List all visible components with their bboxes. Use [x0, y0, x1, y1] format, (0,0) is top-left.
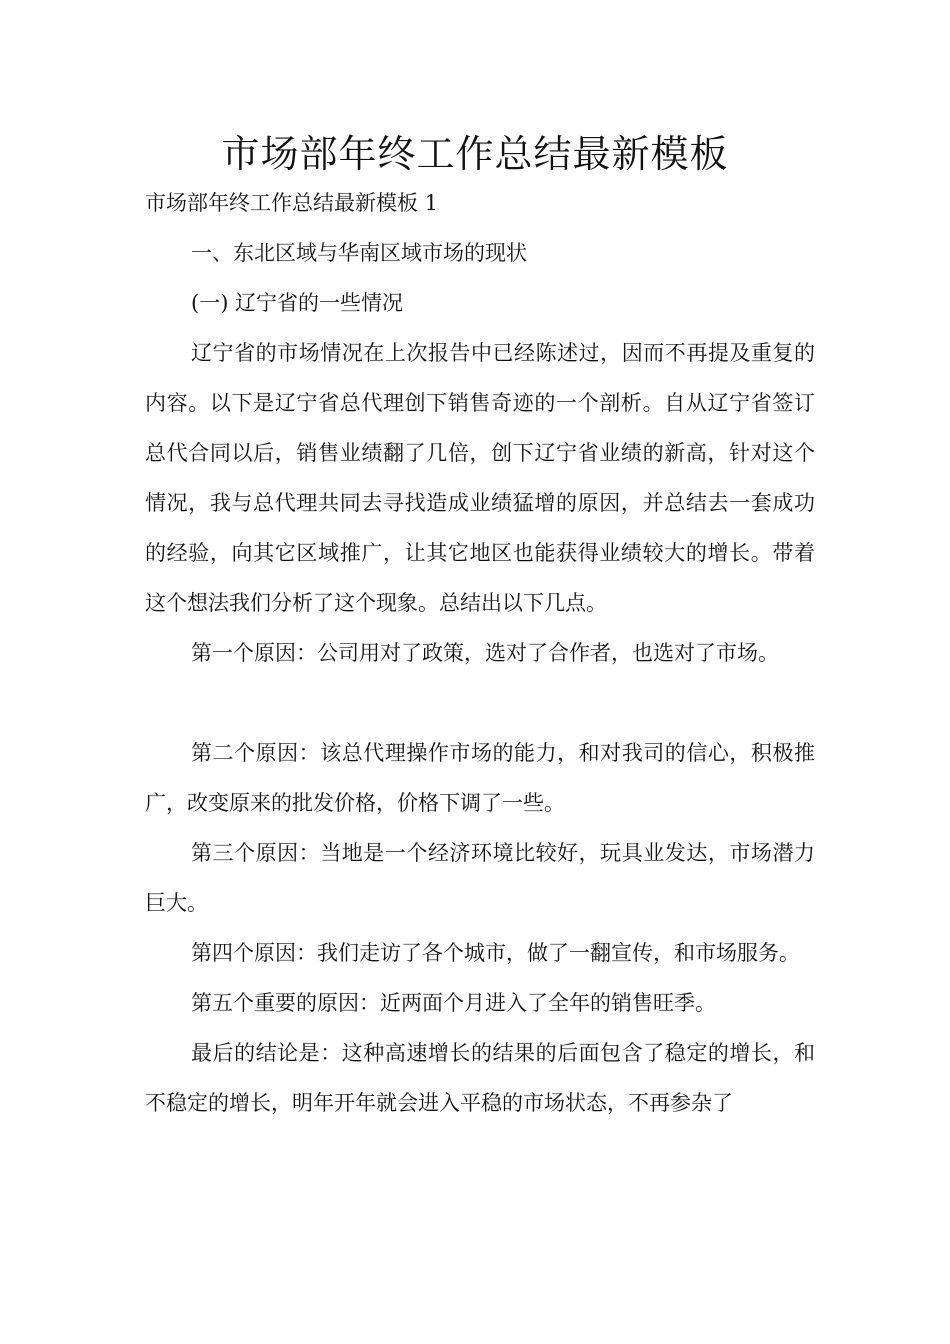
paragraph-reason-5: 第五个重要的原因：近两面个月进入了全年的销售旺季。: [191, 991, 716, 1015]
paragraph-reason-1: 第一个原因：公司用对了政策，选对了合作者，也选对了市场。: [191, 641, 779, 665]
section-heading: 一、东北区域与华南区域市场的现状: [191, 241, 527, 265]
document-subtitle: 市场部年终工作总结最新模板 1: [145, 191, 439, 215]
paragraph-reason-4: 第四个原因：我们走访了各个城市，做了一翻宣传，和市场服务。: [191, 941, 800, 965]
paragraph-liaoning-overview: 辽宁省的市场情况在上次报告中已经陈述过，因而不再提及重复的内容。以下是辽宁省总代理创下销售奇迹的一个剖析。自从辽宁省签订总代合同以后，销售业绩翻了几倍，创下辽宁省业绩的新高，针对这个情况，我与总代理共同去寻找造成业绩猛增的原因，并总结去一套成功的经验，向其它区域推广，让其它地区也能获得业绩较大的增长。带着这个想法我们分析了这个现象。总结出以下几点。: [145, 341, 815, 615]
document-body: [145, 178, 815, 1128]
subsection-heading: (一) 辽宁省的一些情况: [191, 291, 404, 315]
paragraph-reason-3: 第三个原因：当地是一个经济环境比较好，玩具业发达，市场潜力巨大。: [145, 841, 815, 915]
paragraph-spacer: [145, 678, 815, 728]
document-title: 市场部年终工作总结最新模板: [221, 132, 729, 176]
paragraph-conclusion: 最后的结论是：这种高速增长的结果的后面包含了稳定的增长，和不稳定的增长，明年开年就会进入平稳的市场状态，不再参杂了: [145, 1041, 815, 1115]
paragraph-reason-2: 第二个原因：该总代理操作市场的能力，和对我司的信心，积极推广，改变原来的批发价格，价格下调了一些。: [145, 741, 815, 815]
